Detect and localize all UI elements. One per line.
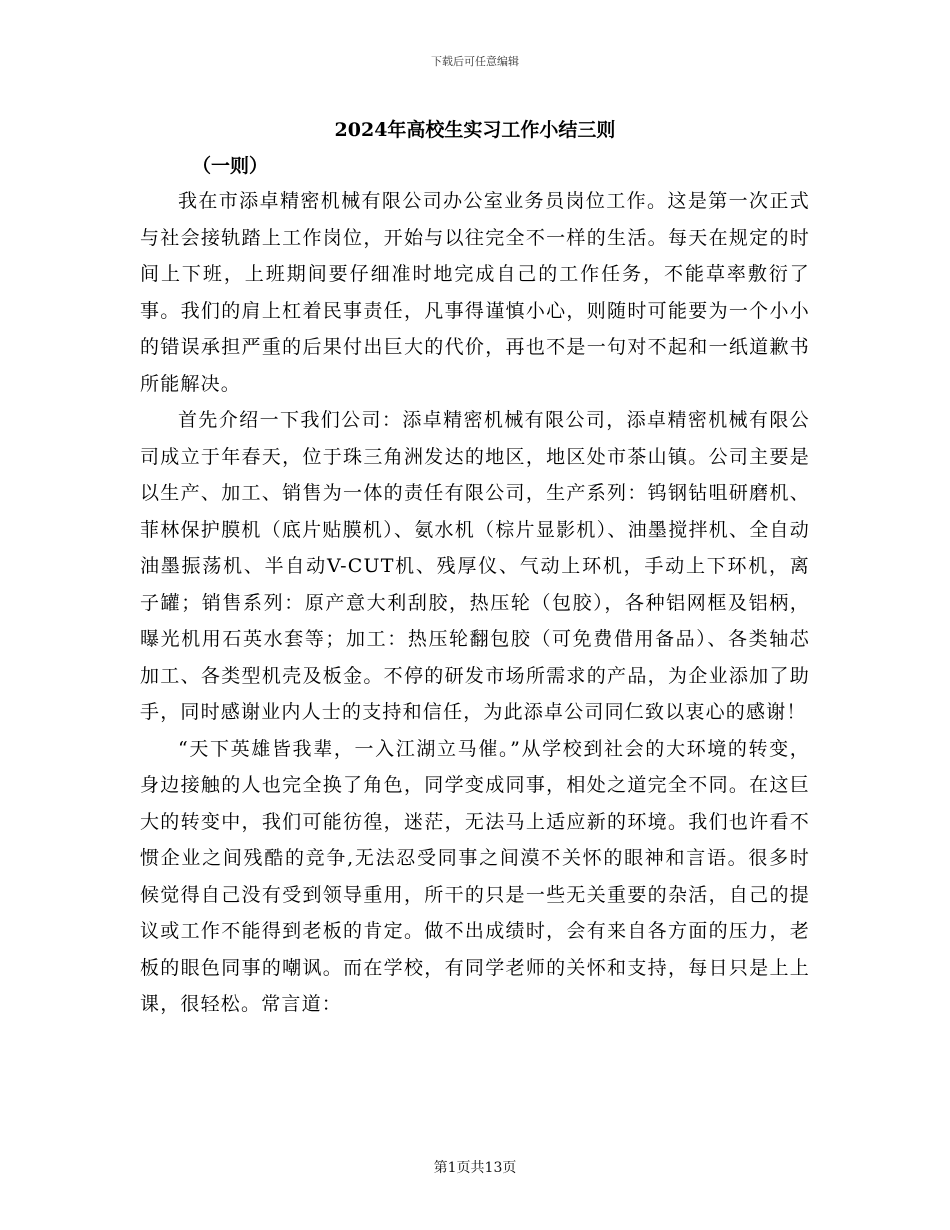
paragraph-3: “天下英雄皆我辈，一入江湖立马催。”从学校到社会的大环境的转变，身边接触的人也完全换了角色，同学变成同事，相处之道完全不同。在这巨大的转变中，我们可能彷徨，迷茫，无法马上适应新的环境。我们也许看不惯企业之间残酷的竞争,无法忍受同事之间漠不关怀的眼神和言语。很多时候觉得自己没有受到领导重用，所干的只是一些无关重要的杂活，自己的提议或工作不能得到老板的肯定。做不出成绩时，会有来自各方面的压力，老板的眼色同事的嘲讽。而在学校，有同学老师的关怀和支持，每日只是上上课，很轻松。常言道： [140,737,810,1015]
document-title: 2024年高校生实习工作小结三则 [334,119,616,141]
paragraph-2: 首先介绍一下我们公司：添卓精密机械有限公司，添卓精密机械有限公司成立于年春天，位于珠三角洲发达的地区，地区处市茶山镇。公司主要是以生产、加工、销售为一体的责任有限公司，生产系列：钨钢钻咀研磨机、菲林保护膜机（底片贴膜机）、氨水机（棕片显影机）、油墨搅拌机、全自动油墨振荡机、半自动V-CUT机、残厚仪、气动上环机，手动上下环机，离子罐；销售系列：原产意大利刮胶，热压轮（包胶），各种铝网框及铝柄，曝光机用石英水套等；加工：热压轮翻包胶（可免费借用备品）、各类轴芯加工、各类型机壳及板金。不停的研发市场所需求的产品，为企业添加了助手，同时感谢业内人士的支持和信任，为此添卓公司同仁致以衷心的感谢！ [140,409,810,723]
page-number: 第1页共13页 [433,1160,517,1176]
page-header-note: 下载后可任意编辑 [431,55,519,68]
section-heading: （一则） [192,155,269,177]
document-body [140,183,810,1023]
paragraph-1: 我在市添卓精密机械有限公司办公室业务员岗位工作。这是第一次正式与社会接轨踏上工作岗位，开始与以往完全不一样的生活。每天在规定的时间上下班，上班期间要仔细准时地完成自己的工作任务，不能草率敷衍了事。我们的肩上杠着民事责任，凡事得谨慎小心，则随时可能要为一个小小的错误承担严重的后果付出巨大的代价，再也不是一句对不起和一纸道歉书所能解决。 [140,190,810,395]
